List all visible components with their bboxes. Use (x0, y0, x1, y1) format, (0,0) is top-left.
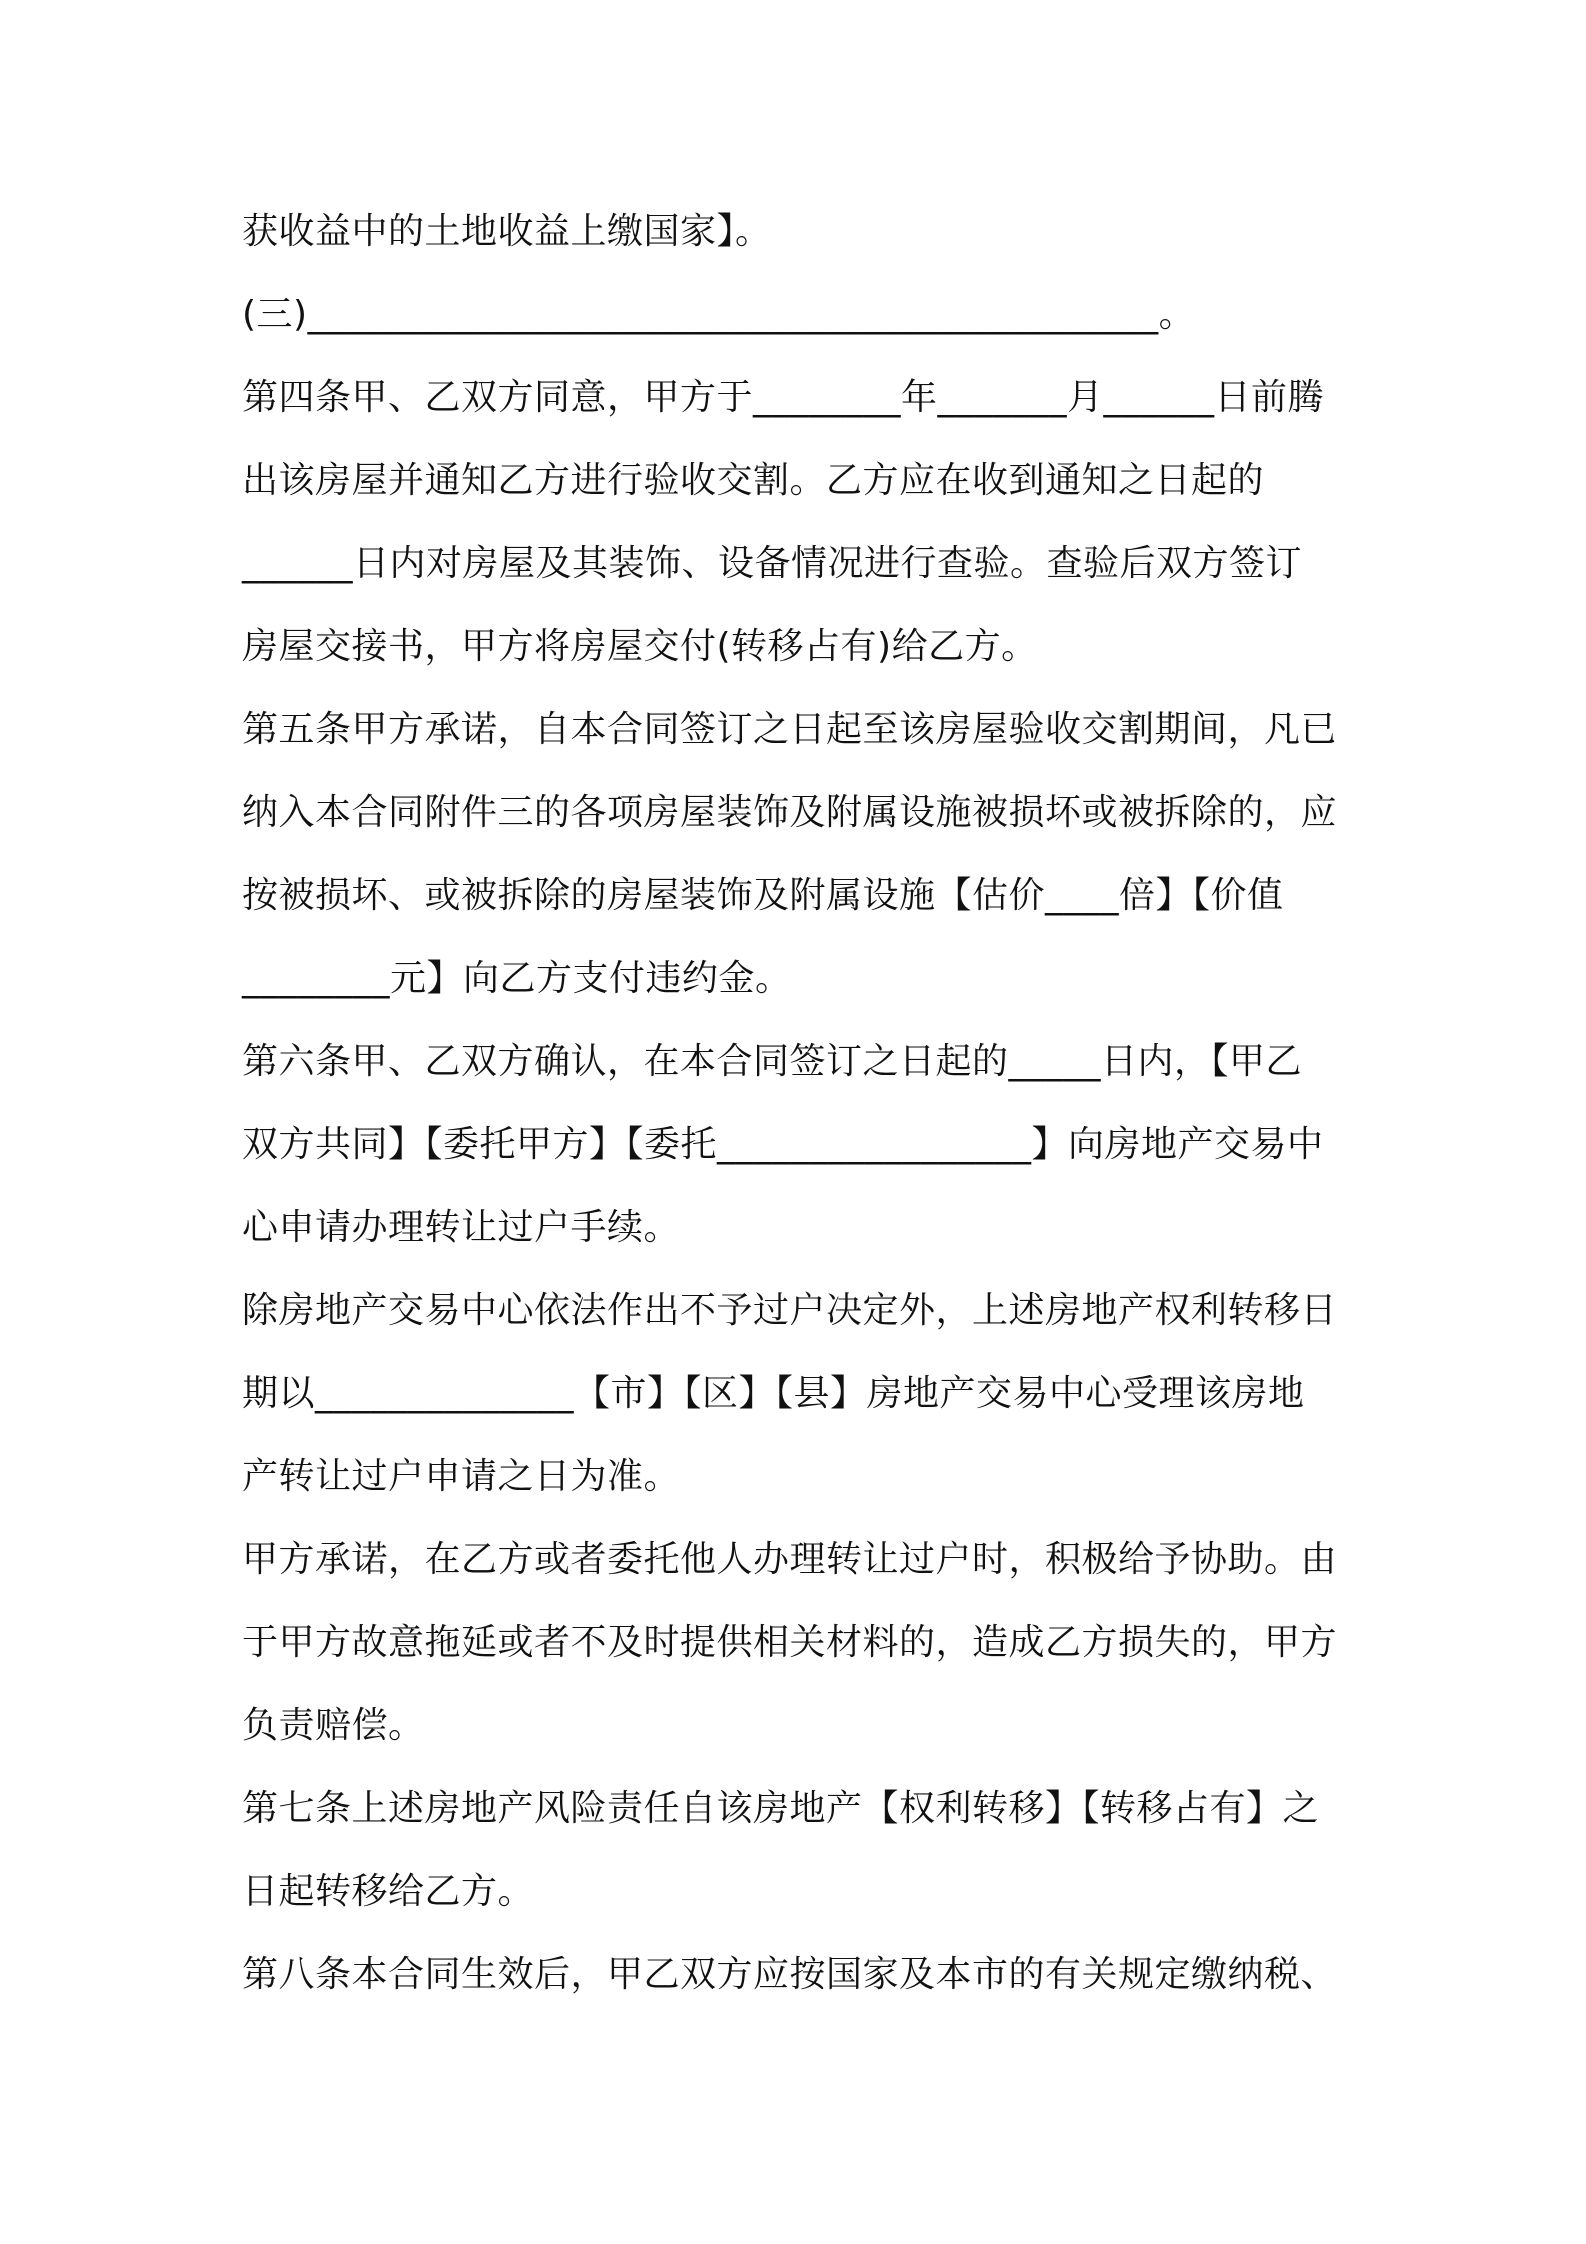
text-line: 甲方承诺，在乙方或者委托他人办理转让过户时，积极给予协助。由 (242, 1539, 1338, 1580)
text-line: 于甲方故意拖延或者不及时提供相关材料的，造成乙方损失的，甲方 (242, 1622, 1338, 1663)
text-line: 第七条上述房地产风险责任自该房地产【权利转移】【转移占有】之 (242, 1788, 1320, 1829)
text-line: 房屋交接书，甲方将房屋交付(转移占有)给乙方。 (242, 626, 1038, 667)
text-line: (三)______________________________________________。 (242, 294, 1196, 335)
text-line: 负责赔偿。 (242, 1705, 425, 1746)
text-line: 按被损坏、或被拆除的房屋装饰及附属设施【估价____倍】【价值 (242, 875, 1284, 916)
text-line: 产转让过户申请之日为准。 (242, 1456, 681, 1497)
contract-body-text (242, 190, 1362, 2016)
text-line: 第六条甲、乙双方确认，在本合同签订之日起的_____日内，【甲乙 (242, 1041, 1303, 1082)
text-line: 第五条甲方承诺，自本合同签订之日起至该房屋验收交割期间，凡已 (242, 709, 1338, 750)
text-line: 第八条本合同生效后，甲乙双方应按国家及本市的有关规定缴纳税、 (242, 1954, 1338, 1995)
text-line: ________元】向乙方支付违约金。 (242, 958, 792, 999)
text-line: 期以______________【市】【区】【县】房地产交易中心受理该房地 (242, 1373, 1305, 1414)
text-line: 获收益中的土地收益上缴国家】。 (242, 211, 772, 252)
text-line: ______日内对房屋及其装饰、设备情况进行查验。查验后双方签订 (242, 543, 1303, 584)
text-line: 日起转移给乙方。 (242, 1871, 535, 1912)
text-line: 出该房屋并通知乙方进行验收交割。乙方应在收到通知之日起的 (242, 460, 1265, 501)
text-line: 除房地产交易中心依法作出不予过户决定外，上述房地产权利转移日 (242, 1290, 1338, 1331)
text-line: 第四条甲、乙双方同意，甲方于________年_______月______日前腾 (242, 377, 1325, 418)
text-line: 纳入本合同附件三的各项房屋装饰及附属设施被损坏或被拆除的，应 (242, 792, 1338, 833)
text-line: 心申请办理转让过户手续。 (242, 1207, 681, 1248)
text-line: 双方共同】【委托甲方】【委托_________________】向房地产交易中 (242, 1124, 1324, 1165)
